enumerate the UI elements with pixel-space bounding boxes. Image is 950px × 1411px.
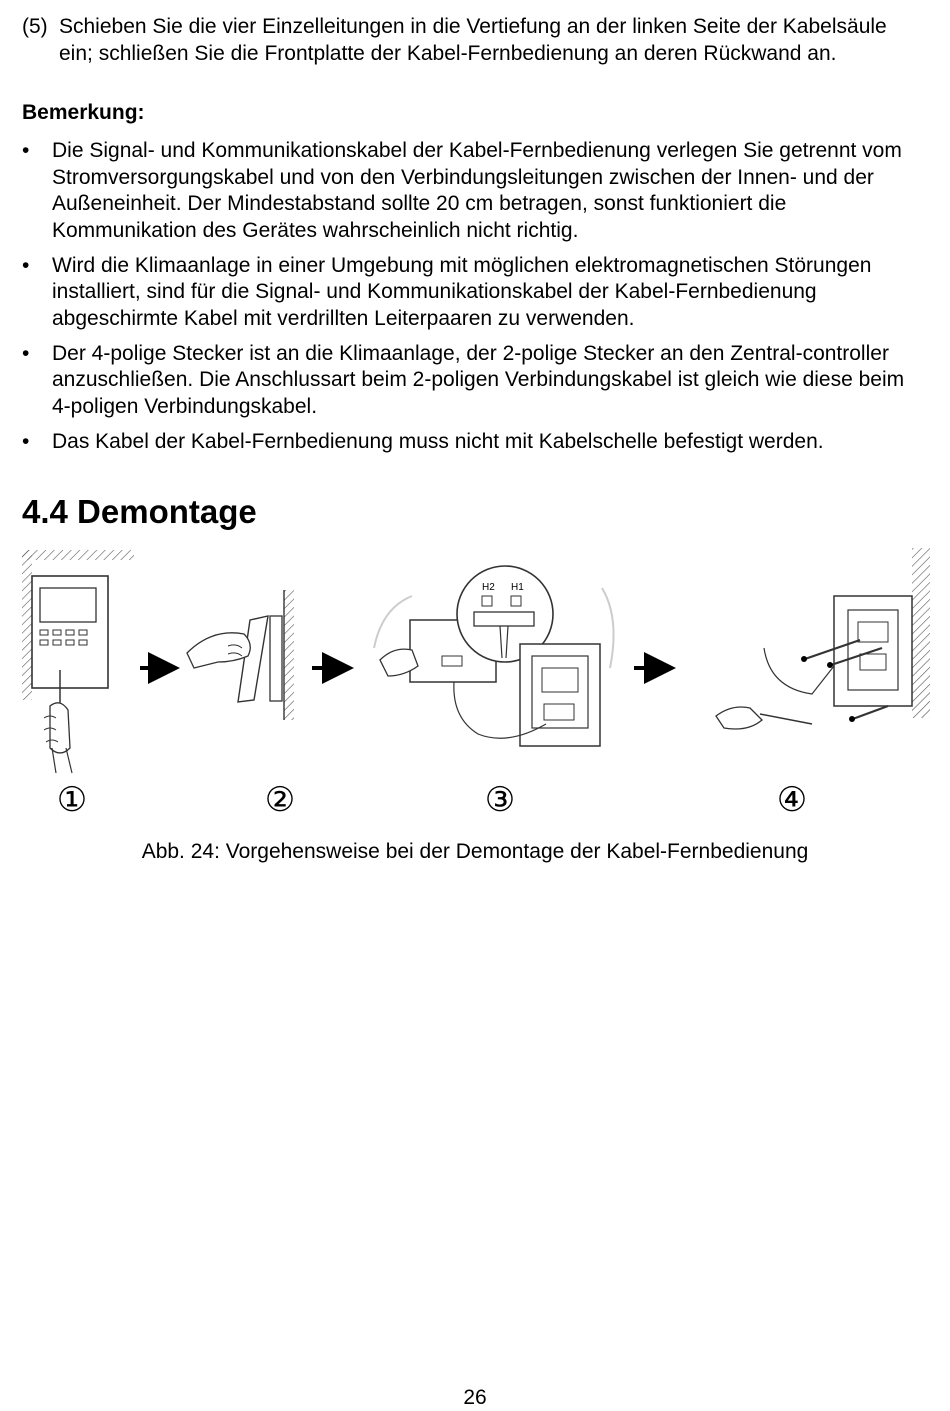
step-label-3: ③ (484, 780, 516, 820)
step-2-illustration (187, 590, 294, 720)
note-item: • Das Kabel der Kabel-Fernbedienung muss nicht mit Kabelschelle befestigt werden. (22, 429, 927, 456)
note-item: • Der 4-polige Stecker ist an die Klimaanlage, der 2-polige Stecker an den Zentral-controller anzuschließen. Die Anschlussart beim 2-poligen Verbindungskabel ist gleich wie diese beim 4-poligen Verbindungskabel. (22, 341, 905, 418)
bullet-icon: • (22, 341, 30, 365)
disassembly-figure (22, 548, 932, 828)
step-label-1: ① (56, 780, 88, 820)
step-4-illustration (716, 548, 930, 729)
bullet-icon: • (22, 429, 30, 453)
note-heading: Bemerkung: (22, 101, 145, 124)
note-item: • Wird die Klimaanlage in einer Umgebung mit möglichen elektromagnetischen Störungen installiert, sind für die Signal- und Kommunikationskabel der Kabel-Fernbedienung abgeschirmte Kabel mit verdrillten Leiterpaaren zu verwenden. (22, 253, 872, 330)
step-3-illustration (374, 566, 614, 746)
terminal-label-h1: H1 (511, 582, 524, 593)
bullet-icon: • (22, 139, 30, 162)
note-list (22, 138, 927, 464)
step-label-2: ② (264, 780, 296, 820)
page-number: 26 (463, 1386, 487, 1409)
step-label-4: ④ (776, 780, 808, 820)
step-5 (22, 14, 922, 67)
step-number: (5) (22, 15, 48, 38)
figure-caption: Abb. 24: Vorgehensweise bei der Demontage der Kabel-Fernbedienung (141, 840, 809, 863)
step-1-illustration (22, 550, 134, 773)
note-item: • Die Signal- und Kommunikationskabel der Kabel-Fernbedienung verlegen Sie getrennt vom Stromversorgungskabel und von den Verbindungsleitungen zwischen der Innen- und der Außeneinheit. Der Mindestabstand sollte 20 cm betragen, sonst funktioniert die Kommunikation des Gerätes wahrscheinlich nicht richtig. (22, 139, 902, 242)
section-heading: 4.4 Demontage (22, 493, 257, 530)
bullet-icon: • (22, 253, 30, 277)
terminal-label-h2: H2 (482, 582, 495, 593)
step-text: Schieben Sie die vier Einzelleitungen in die Vertiefung an der linken Seite der Kabelsäule ein; schließen Sie die Frontplatte der Kabel-Fernbedienung an deren Rückwand an. (59, 15, 887, 65)
